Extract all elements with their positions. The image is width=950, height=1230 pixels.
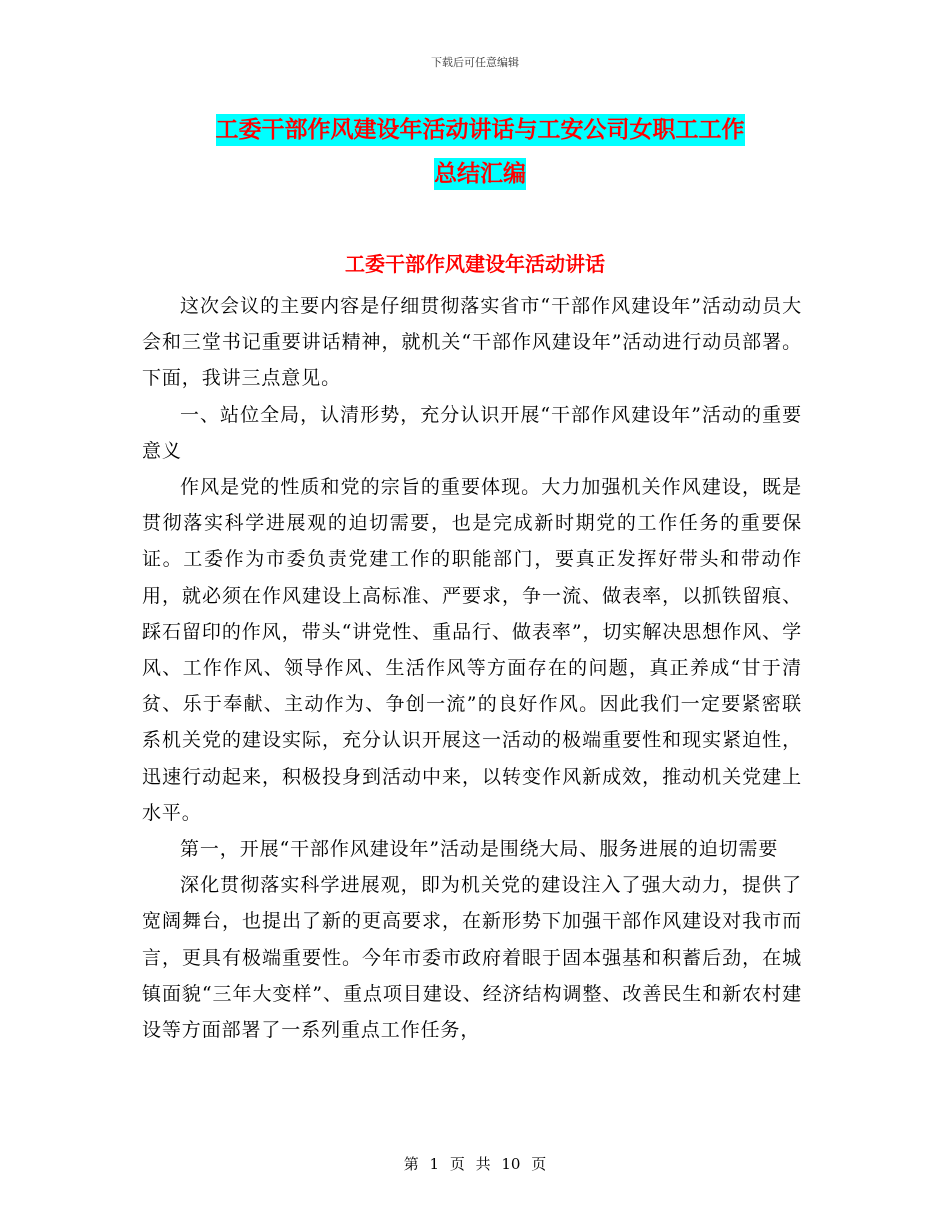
paragraph: 作风是党的性质和党的宗旨的重要体现。大力加强机关作风建设，既是贯彻落实科学进展观的迫切需要，也是完成新时期党的工作任务的重要保证。工委作为市委负责党建工作的职能部门，要真正发挥好带头和带动作用，就必须在作风建设上高标准、严要求，争一流、做表率，以抓铁留痕、踩石留印的作风，带头“讲党性、重品行、做表率”，切实解决思想作风、学风、工作作风、领导作风、生活作风等方面存在的问题，真正养成“甘于清贫、乐于奉献、主动作为、争创一流”的良好作风。因此我们一定要紧密联系机关党的建设实际，充分认识开展这一活动的极端重要性和现实紧迫性，迅速行动起来，积极投身到活动中来，以转变作风新成效，推动机关党建上水平。 bbox=[142, 476, 802, 824]
title-line-2: 总结汇编 bbox=[434, 158, 526, 190]
page-footer: 第 1 页 共 10 页 bbox=[403, 1155, 547, 1173]
page-header: 下载后可任意编辑 bbox=[431, 56, 519, 69]
paragraph: 这次会议的主要内容是仔细贯彻落实省市“干部作风建设年”活动动员大会和三堂书记重要讲话精神，就机关“干部作风建设年”活动进行动员部署。下面，我讲三点意见。 bbox=[142, 295, 802, 390]
paragraph: 一、站位全局，认清形势，充分认识开展“干部作风建设年”活动的重要意义 bbox=[142, 403, 802, 462]
paragraph: 第一，开展“干部作风建设年”活动是围绕大局、服务进展的迫切需要 bbox=[180, 838, 779, 861]
paragraph: 深化贯彻落实科学进展观，即为机关党的建设注入了强大动力，提供了宽阔舞台，也提出了新的更高要求，在新形势下加强干部作风建设对我市而言，更具有极端重要性。今年市委市政府着眼于固本强基和积蓄后劲，在城镇面貌“三年大变样”、重点项目建设、经济结构调整、改善民生和新农村建设等方面部署了一系列重点工作任务， bbox=[142, 874, 802, 1042]
section-title: 工委干部作风建设年活动讲话 bbox=[345, 252, 605, 276]
document-title bbox=[140, 108, 820, 196]
title-line-1: 工委干部作风建设年活动讲话与工安公司女职工工作 bbox=[216, 114, 745, 146]
body-text bbox=[142, 288, 802, 1048]
